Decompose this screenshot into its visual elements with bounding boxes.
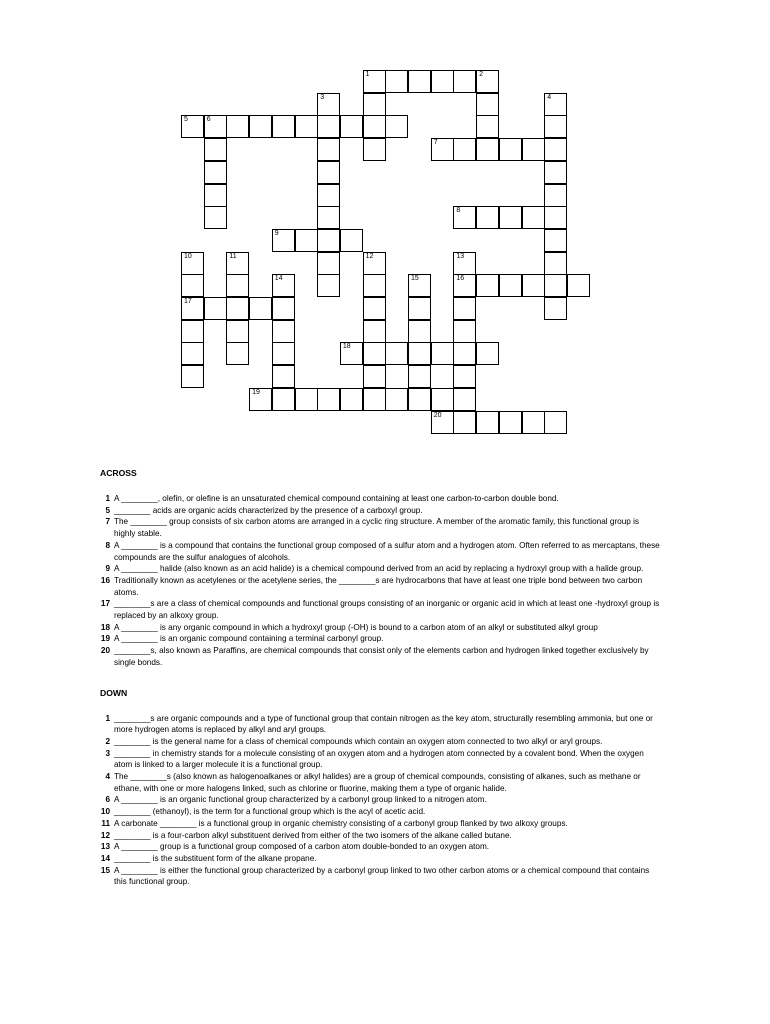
clue-text: ________ (ethanoyl), is the term for a functional group which is the acyl of acetic acid. bbox=[114, 807, 426, 817]
grid-square bbox=[272, 229, 295, 252]
grid-square bbox=[453, 388, 476, 411]
square-number: 13 bbox=[456, 252, 465, 260]
grid-square bbox=[431, 388, 454, 411]
grid-square bbox=[226, 320, 249, 343]
clue-text: A ________ group is a functional group composed of a carbon atom double-bonded to an oxygen atom. bbox=[114, 842, 490, 852]
grid-square bbox=[363, 274, 386, 297]
grid-square bbox=[317, 161, 340, 184]
clue-text: ________s are a class of chemical compounds and functional groups consisting of an inorganic or organic acid in which at least one -hydroxyl group is replaced by an alkoxy group. bbox=[114, 599, 660, 621]
clue-text: A ________ is an organic compound containing a terminal carbonyl group. bbox=[114, 634, 384, 644]
grid-square bbox=[453, 274, 476, 297]
across-clue bbox=[100, 622, 660, 634]
clue-text: A ________ is an organic functional group characterized by a carbonyl group linked to a nitrogen atom. bbox=[114, 795, 487, 805]
grid-square bbox=[544, 206, 567, 229]
clue-list bbox=[100, 468, 660, 888]
square-number: 16 bbox=[456, 275, 465, 283]
clue-text: A ________ is any organic compound in which a hydroxyl group (-OH) is bound to a carbon atom of an alkyl or substituted alkyl group bbox=[114, 622, 598, 632]
grid-square bbox=[181, 297, 204, 320]
grid-square bbox=[363, 388, 386, 411]
clue-number: 19 bbox=[100, 634, 110, 644]
clue-number: 15 bbox=[100, 865, 110, 875]
grid-square bbox=[522, 138, 545, 161]
down-clue bbox=[100, 830, 660, 842]
grid-square bbox=[317, 388, 340, 411]
across-heading: ACROSS bbox=[100, 468, 137, 478]
grid-square bbox=[544, 297, 567, 320]
grid-square bbox=[204, 161, 227, 184]
clue-text: ________s, also known as Paraffins, are chemical compounds that consist only of the elements carbon and hydrogen linked together exclusively by single bonds. bbox=[114, 646, 649, 667]
grid-square bbox=[408, 320, 431, 343]
grid-square bbox=[499, 274, 522, 297]
grid-square bbox=[476, 206, 499, 229]
grid-square bbox=[522, 411, 545, 434]
grid-square bbox=[453, 342, 476, 365]
grid-square bbox=[363, 320, 386, 343]
grid-square bbox=[317, 138, 340, 161]
grid-square bbox=[226, 252, 249, 275]
grid-square bbox=[363, 115, 386, 138]
grid-square bbox=[363, 365, 386, 388]
square-number: 14 bbox=[274, 275, 283, 283]
clue-number: 6 bbox=[105, 795, 110, 805]
grid-square bbox=[249, 388, 272, 411]
clue-number: 1 bbox=[105, 713, 110, 723]
grid-square bbox=[476, 115, 499, 138]
clue-number: 18 bbox=[100, 622, 110, 632]
grid-square bbox=[476, 93, 499, 116]
grid-square bbox=[226, 342, 249, 365]
grid-square bbox=[249, 115, 272, 138]
grid-square bbox=[408, 342, 431, 365]
crossword-grid bbox=[0, 0, 770, 460]
grid-square bbox=[431, 70, 454, 93]
across-clue bbox=[100, 516, 660, 539]
down-clue bbox=[100, 841, 660, 853]
grid-square bbox=[204, 297, 227, 320]
grid-square bbox=[204, 206, 227, 229]
across-clue bbox=[100, 645, 660, 668]
grid-square bbox=[408, 70, 431, 93]
grid-square bbox=[226, 274, 249, 297]
grid-square bbox=[385, 388, 408, 411]
clue-number: 10 bbox=[100, 807, 110, 817]
down-clue bbox=[100, 713, 660, 736]
clue-number: 2 bbox=[105, 736, 110, 746]
down-clue bbox=[100, 853, 660, 865]
grid-square bbox=[544, 161, 567, 184]
grid-square bbox=[453, 297, 476, 320]
grid-square bbox=[499, 206, 522, 229]
clue-number: 7 bbox=[105, 517, 110, 527]
square-number: 3 bbox=[320, 93, 325, 101]
square-number: 4 bbox=[547, 93, 552, 101]
clue-text: ________ acids are organic acids characterized by the presence of a carboxyl group. bbox=[114, 505, 423, 515]
square-number: 5 bbox=[184, 116, 188, 124]
clue-number: 4 bbox=[105, 772, 110, 782]
grid-square bbox=[272, 342, 295, 365]
clue-number: 9 bbox=[105, 564, 110, 574]
grid-square bbox=[385, 70, 408, 93]
square-number: 7 bbox=[433, 139, 438, 147]
clue-text: A ________ is either the functional group characterized by a carbonyl group linked to two other carbon atoms or a chemical compound that contains this functional group. bbox=[114, 865, 650, 887]
down-clue bbox=[100, 736, 660, 748]
grid-square bbox=[476, 70, 499, 93]
grid-square bbox=[272, 365, 295, 388]
square-number: 10 bbox=[184, 252, 192, 260]
clue-number: 8 bbox=[105, 540, 110, 550]
clue-number: 20 bbox=[100, 646, 110, 656]
grid-square bbox=[408, 297, 431, 320]
square-number: 9 bbox=[274, 229, 279, 237]
grid-square bbox=[317, 93, 340, 116]
grid-square bbox=[340, 342, 363, 365]
clue-number: 12 bbox=[100, 830, 110, 840]
clue-number: 14 bbox=[100, 853, 110, 863]
clue-text: A ________ is a compound that contains the functional group composed of a sulfur atom and a hydrogen atom. Often referred to as mercaptans, these compounds are the sulfur analogues of alcohols. bbox=[114, 540, 660, 562]
clue-text: ________s are organic compounds and a type of functional group that contain nitrogen as the key atom, structurally resembling ammonia, but one or more hydrogen atoms is replaced by alkyl and aryl groups. bbox=[114, 713, 653, 735]
grid-square bbox=[385, 342, 408, 365]
grid-square bbox=[431, 138, 454, 161]
grid-square bbox=[476, 411, 499, 434]
clue-text: A ________, olefin, or olefine is an unsaturated chemical compound containing at least one carbon-to-carbon double bond. bbox=[114, 494, 559, 503]
grid-square bbox=[544, 138, 567, 161]
grid-square bbox=[544, 411, 567, 434]
grid-square bbox=[408, 365, 431, 388]
grid-square bbox=[317, 115, 340, 138]
clue-text: A carbonate ________ is a functional group in organic chemistry consisting of a carbonyl group flanked by two alkoxy groups. bbox=[114, 818, 568, 828]
grid-square bbox=[317, 206, 340, 229]
grid-square bbox=[476, 274, 499, 297]
grid-square bbox=[476, 342, 499, 365]
across-clues bbox=[100, 493, 660, 669]
grid-square bbox=[453, 70, 476, 93]
grid-square bbox=[317, 184, 340, 207]
down-heading: DOWN bbox=[100, 687, 128, 698]
square-number: 1 bbox=[365, 71, 370, 78]
clue-number: 3 bbox=[105, 748, 110, 758]
square-number: 12 bbox=[365, 252, 374, 260]
square-number: 20 bbox=[433, 411, 442, 419]
grid-square bbox=[363, 138, 386, 161]
grid-square bbox=[295, 115, 318, 138]
across-clue bbox=[100, 505, 660, 517]
grid-square bbox=[295, 229, 318, 252]
grid-square bbox=[181, 320, 204, 343]
grid-square bbox=[363, 93, 386, 116]
grid-square bbox=[453, 206, 476, 229]
grid-square bbox=[181, 252, 204, 275]
grid-square bbox=[567, 274, 590, 297]
grid-square bbox=[181, 115, 204, 138]
down-clue bbox=[100, 818, 660, 830]
clue-text: ________ is the substituent form of the alkane propane. bbox=[114, 853, 317, 863]
grid-square bbox=[544, 115, 567, 138]
clue-text: Traditionally known as acetylenes or the acetylene series, the ________s are hydrocarbons that have at least one triple bond between two carbon atoms. bbox=[114, 575, 643, 597]
grid-square bbox=[522, 274, 545, 297]
grid-square bbox=[272, 274, 295, 297]
grid-square bbox=[453, 320, 476, 343]
grid-square bbox=[544, 184, 567, 207]
grid-square bbox=[204, 138, 227, 161]
grid-square bbox=[363, 342, 386, 365]
clue-number: 11 bbox=[101, 818, 110, 828]
grid-square bbox=[317, 229, 340, 252]
grid-square bbox=[181, 274, 204, 297]
square-number: 19 bbox=[252, 388, 260, 396]
grid-square bbox=[453, 411, 476, 434]
grid-square bbox=[544, 93, 567, 116]
grid-square bbox=[272, 388, 295, 411]
down-clues bbox=[100, 713, 660, 889]
square-number: 2 bbox=[479, 71, 483, 78]
clue-text: ________ is the general name for a class of chemical compounds which contain an oxygen atom connected to two alkyl or aryl groups. bbox=[114, 736, 603, 746]
grid-square bbox=[340, 229, 363, 252]
down-clue bbox=[100, 794, 660, 806]
clue-text: The ________s (also known as halogenoalkanes or alkyl halides) are a group of chemical compounds, consisting of alkanes, such as methane or ethane, with one or more halogens linked, such as chlorine or fluorine, making them a type of organic halide. bbox=[114, 772, 641, 793]
grid-square bbox=[453, 365, 476, 388]
clue-number: 1 bbox=[105, 494, 110, 503]
grid-square bbox=[431, 411, 454, 434]
grid-square bbox=[226, 297, 249, 320]
across-clue bbox=[100, 598, 660, 621]
grid-square bbox=[544, 229, 567, 252]
square-number: 17 bbox=[184, 298, 192, 305]
grid-square bbox=[453, 252, 476, 275]
grid-square bbox=[317, 274, 340, 297]
clue-text: ________ is a four-carbon alkyl substituent derived from either of the two isomers of the alkane called butane. bbox=[114, 830, 512, 840]
grid-square bbox=[181, 342, 204, 365]
square-number: 11 bbox=[229, 252, 237, 260]
clue-text: ________ in chemistry stands for a molecule consisting of an oxygen atom and a hydrogen atom connected by a covalent bond. When the oxygen atom is linked to a larger molecule it is a functional group. bbox=[114, 748, 644, 770]
grid-square bbox=[340, 115, 363, 138]
across-clue bbox=[100, 575, 660, 598]
grid-square bbox=[522, 206, 545, 229]
clue-number: 13 bbox=[100, 842, 110, 852]
grid-square bbox=[295, 388, 318, 411]
grid-square bbox=[363, 297, 386, 320]
square-number: 18 bbox=[342, 343, 351, 351]
across-clue bbox=[100, 563, 660, 575]
grid-square bbox=[499, 138, 522, 161]
grid-square bbox=[544, 274, 567, 297]
grid-square bbox=[272, 320, 295, 343]
grid-square bbox=[363, 252, 386, 275]
clue-number: 17 bbox=[100, 599, 110, 609]
grid-square bbox=[453, 138, 476, 161]
square-number: 8 bbox=[456, 207, 461, 215]
grid-square bbox=[226, 115, 249, 138]
grid-square bbox=[499, 411, 522, 434]
grid-square bbox=[408, 274, 431, 297]
down-clue bbox=[100, 748, 660, 771]
clue-text: The ________ group consists of six carbon atoms are arranged in a cyclic ring structure. A member of the aromatic family, this functional group is highly stable. bbox=[114, 517, 640, 539]
across-clue bbox=[100, 540, 660, 563]
down-clue bbox=[100, 771, 660, 794]
grid-square bbox=[272, 297, 295, 320]
grid-square bbox=[204, 115, 227, 138]
grid-square bbox=[340, 388, 363, 411]
across-clue bbox=[100, 493, 660, 505]
square-number: 6 bbox=[206, 116, 211, 124]
down-clue bbox=[100, 865, 660, 888]
grid-square bbox=[544, 252, 567, 275]
square-number: 15 bbox=[411, 275, 419, 283]
grid-square bbox=[363, 70, 386, 93]
grid-square bbox=[476, 138, 499, 161]
down-clue bbox=[100, 806, 660, 818]
clue-number: 5 bbox=[105, 505, 110, 515]
across-clue bbox=[100, 633, 660, 645]
grid-square bbox=[317, 252, 340, 275]
grid-square bbox=[431, 342, 454, 365]
grid-square bbox=[385, 115, 408, 138]
grid-square bbox=[272, 115, 295, 138]
clue-text: A ________ halide (also known as an acid halide) is a chemical compound derived from an acid by replacing a hydroxyl group with a halide group. bbox=[114, 564, 644, 574]
grid-square bbox=[181, 365, 204, 388]
grid-square bbox=[204, 184, 227, 207]
grid-square bbox=[408, 388, 431, 411]
grid-square bbox=[249, 297, 272, 320]
clue-number: 16 bbox=[100, 575, 110, 585]
